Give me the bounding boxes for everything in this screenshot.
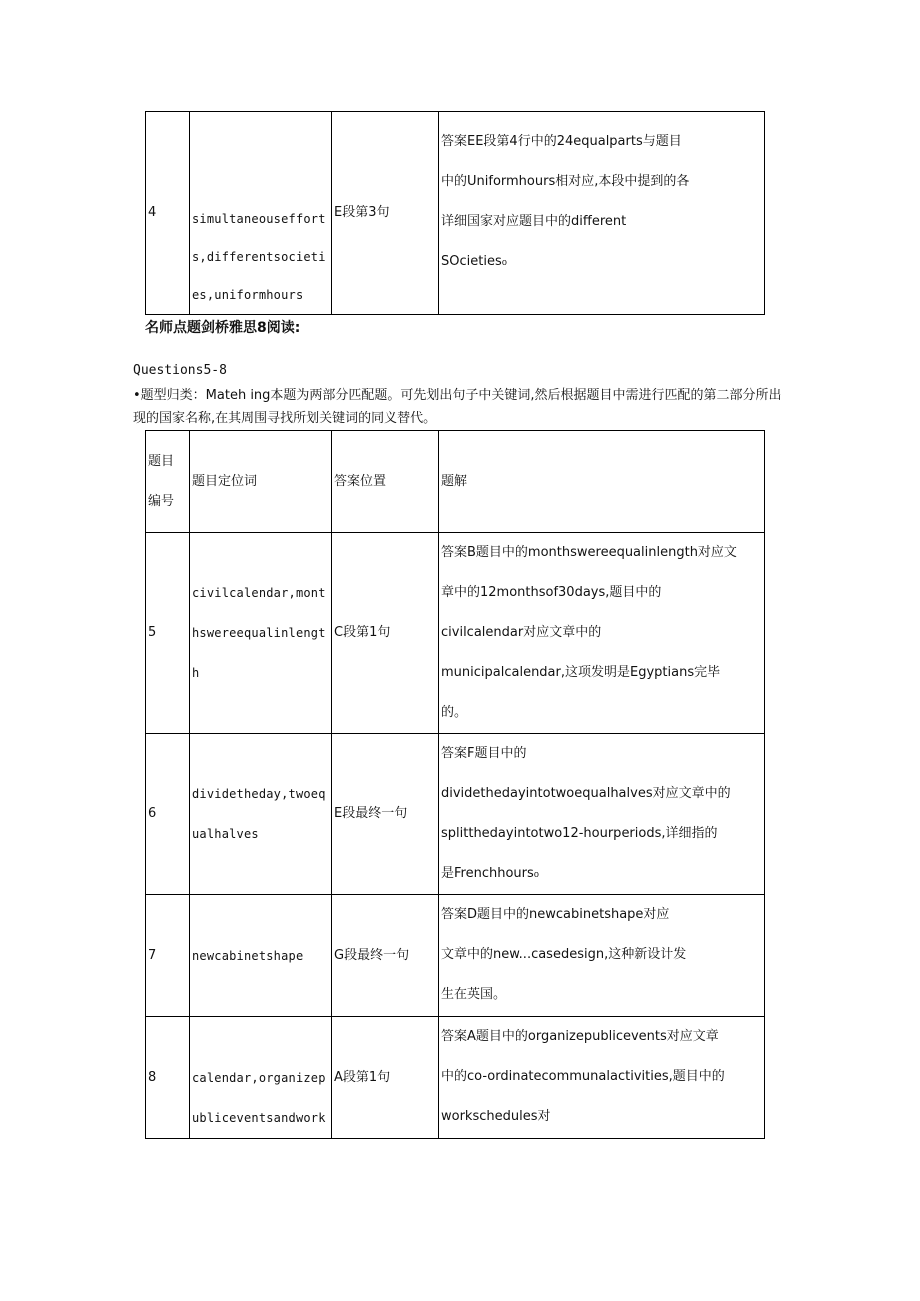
solution-line: 答案D题目中的newcabinetshape对应 xyxy=(441,907,670,922)
solution-line: civilcalendar对应文章中的 xyxy=(441,625,602,640)
header-question-number xyxy=(146,431,190,533)
solution-line: 的。 xyxy=(441,705,468,720)
keywords-text: simultaneousefforts,differentsocieties,uniformhours xyxy=(192,212,326,302)
locating-keywords: calendar,organizepubliceventsandwork xyxy=(190,1017,332,1139)
solution-line: 中的co-ordinatecommunalactivities,题目中的 xyxy=(441,1069,725,1084)
solution-line: splitthedayintotwo12-hourperiods,详细指的 xyxy=(441,826,718,841)
solution-cell xyxy=(439,1017,765,1139)
solution-cell xyxy=(439,112,765,315)
table-row xyxy=(146,533,765,734)
question-number: 7 xyxy=(146,895,190,1017)
solution-cell xyxy=(439,533,765,734)
question-number: 5 xyxy=(146,533,190,734)
solution-line: 答案EE段第4行中的24equalparts与题目 xyxy=(441,134,682,149)
solution-line: workschedules对 xyxy=(441,1109,551,1124)
questions-title: Questions5-8 xyxy=(133,363,227,378)
table-header-row xyxy=(146,431,765,533)
solution-line: dividethedayintotwoequalhalves对应文章中的 xyxy=(441,786,731,801)
answer-location: C段第1句 xyxy=(332,533,439,734)
section-heading: 名师点题剑桥雅思8阅读: xyxy=(145,320,301,336)
answer-table xyxy=(145,430,765,1139)
locating-keywords: civilcalendar,monthswereequalinlength xyxy=(190,533,332,734)
solution-line: SOcieties₀ xyxy=(441,254,507,269)
solution-line: 答案F题目中的 xyxy=(441,746,527,761)
table-row xyxy=(146,112,765,315)
solution-line: municipalcalendar,这项发明是Egyptians完毕 xyxy=(441,665,721,680)
header-num-line1: 题目 xyxy=(148,453,175,469)
solution-line: 生在英国。 xyxy=(441,987,507,1002)
question-number: 6 xyxy=(146,734,190,895)
answer-location: E段第3句 xyxy=(332,112,439,315)
header-keywords: 题目定位词 xyxy=(190,431,332,533)
solution-line: 中的Uniformhours相对应,本段中提到的各 xyxy=(441,174,690,189)
solution-line: 章中的12monthsof30days,题目中的 xyxy=(441,585,662,600)
header-num-line2: 编号 xyxy=(148,493,175,509)
solution-line: 文章中的new...casedesign,这种新设计发 xyxy=(441,947,687,962)
table-row xyxy=(146,895,765,1017)
solution-line: 答案A题目中的organizepublicevents对应文章 xyxy=(441,1029,719,1044)
question-number: 4 xyxy=(146,112,190,315)
solution-cell xyxy=(439,895,765,1017)
answer-table-row4 xyxy=(145,111,765,315)
solution-cell xyxy=(439,734,765,895)
question-type-intro: •题型归类：Mateh ing本题为两部分匹配题。可先划出句子中关键词,然后根据题目中需进行匹配的第二部分所出现的国家名称,在其周围寻找所划关键词的同义替代。 xyxy=(133,388,782,426)
answer-location: E段最终一句 xyxy=(332,734,439,895)
question-number: 8 xyxy=(146,1017,190,1139)
header-solution: 题解 xyxy=(439,431,765,533)
locating-keywords xyxy=(190,112,332,315)
table-row xyxy=(146,734,765,895)
solution-line: 详细国家对应题目中的different xyxy=(441,214,627,229)
answer-location: A段第1句 xyxy=(332,1017,439,1139)
header-location: 答案位置 xyxy=(332,431,439,533)
solution-line: 答案B题目中的monthswereequalinlength对应文 xyxy=(441,545,737,560)
locating-keywords: newcabinetshape xyxy=(190,895,332,1017)
locating-keywords: dividetheday,twoequalhalves xyxy=(190,734,332,895)
solution-line: 是Frenchhours₀ xyxy=(441,866,539,881)
answer-location: G段最终一句 xyxy=(332,895,439,1017)
table-row xyxy=(146,1017,765,1139)
